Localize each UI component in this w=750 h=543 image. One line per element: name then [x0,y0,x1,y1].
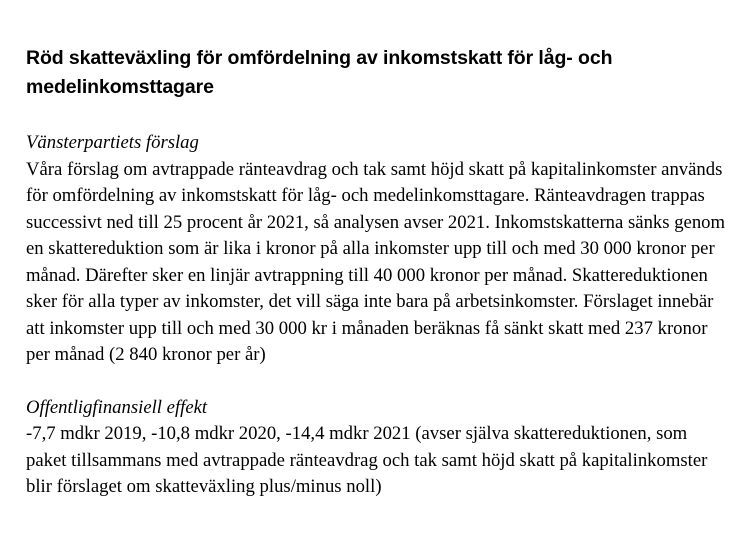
fiscal-effect-heading: Offentligfinansiell effekt [26,396,208,418]
proposal-heading: Vänsterpartiets förslag [26,132,199,153]
fiscal-effect-section [26,395,730,501]
proposal-section [26,130,730,369]
fiscal-effect-body: -7,7 mdkr 2019, -10,8 mdkr 2020, -14,4 mdkr 2021 (avser själva skattereduktionen, som paket tillsammans med avtrappade ränteavdrag och tak samt höjd skatt på kapitalinkomster blir förslaget om skatteväxling plus/minus noll) [26,423,708,497]
document-title: Röd skatteväxling för omfördelning av inkomstskatt för låg- och medelinkomsttagare [26,47,613,98]
proposal-body: Våra förslag om avtrappade ränteavdrag och tak samt höjd skatt på kapitalinkomster används för omfördelning av inkomstskatt för låg- och medelinkomsttagare. Ränteavdragen trappas successivt ned till 25 procent år 2021, så analysen avser 2021. Inkomstskatterna sänks genom en skattereduktion som är lika i kronor på alla inkomster upp till och med 30 000 kronor per månad. Därefter sker en linjär avtrappning till 40 000 kronor per månad. Skattereduktionen sker för alla typer av inkomster, det vill säga inte bara på arbetsinkomster. Förslaget innebär att inkomster upp till och med 30 000 kr i månaden beräknas få sänkt skatt med 237 kronor per månad (2 840 kronor per år) [26,158,726,365]
